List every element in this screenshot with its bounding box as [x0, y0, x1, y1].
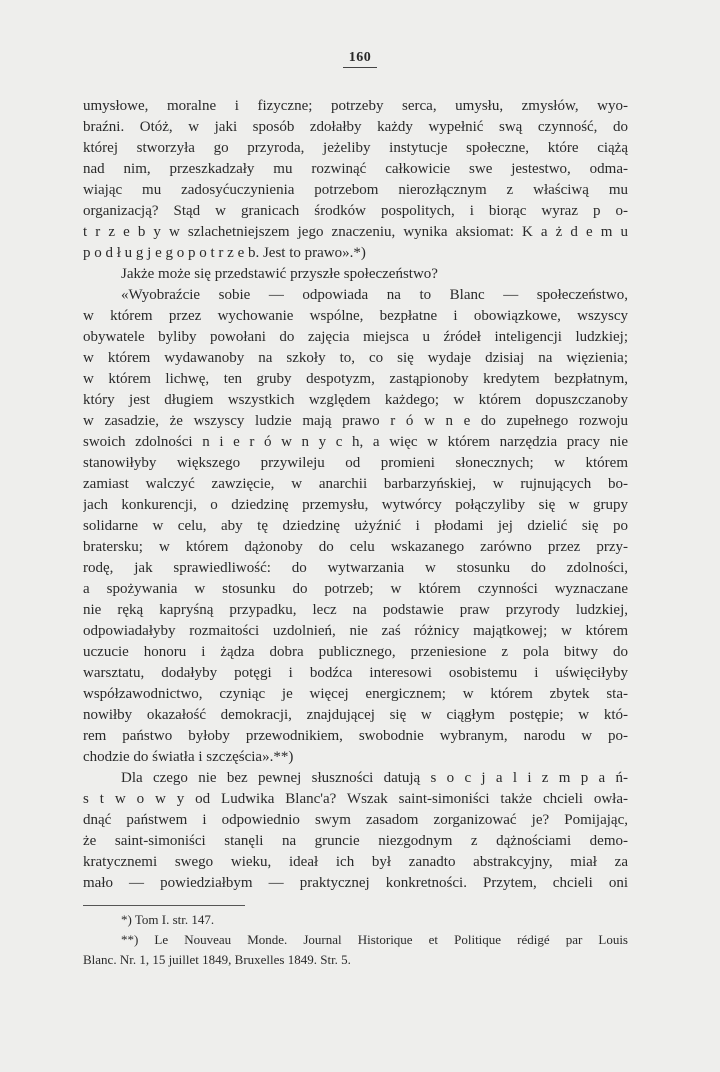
text-line: obywatele byliby powołani do zajęcia miejsca u źródeł inteligencji ludzkiej;	[83, 329, 628, 345]
text-line: który jest długiem wszystkich względem każdego; w którem dopuszczanoby	[83, 392, 628, 408]
text-line: zamiast walczyć zawzięcie, w anarchii barbarzyńskiej, w rujnujących bo-	[83, 476, 628, 492]
text-line: nowiłby okazałość demokracji, znajdującej się w ciągłym postępie; w któ-	[83, 707, 628, 723]
text-line: wiając mu zadosyćuczynienia potrzebom nierozłącznym z właściwą mu	[83, 182, 628, 198]
text-line: nie ręką kapryśną przypadku, lecz na podstawie praw przyrody ludzkiej,	[83, 602, 628, 618]
text-line: w którem wydawanoby na szkoły to, co się wydaje dzisiaj na więzienia;	[83, 350, 628, 366]
text-line: solidarne w celu, aby tę dziedzinę użyźnić i płodami jej dzielić się po	[83, 518, 628, 534]
text-line: że saint-simoniści stanęli na gruncie niezgodnym z dążnościami demo-	[83, 833, 628, 849]
text-line: umysłowe, moralne i fizyczne; potrzeby serca, umysłu, zmysłów, wyo-	[83, 98, 628, 114]
footnotes	[83, 910, 628, 970]
text-line: braźni. Otóż, w jaki sposób zdołałby każdy wypełnić swą czynność, do	[83, 119, 628, 135]
text-line: w którem lichwę, ten gruby despotyzm, zastąpionoby kredytem bezpłatnym,	[83, 371, 628, 387]
text-line: warsztatu, dodałyby potęgi i bodźca interesowi osobistemu i uświęciłyby	[83, 665, 628, 681]
text-line: «Wyobraźcie sobie — odpowiada na to Blanc — społeczeństwo,	[121, 287, 628, 303]
text-line: swoich zdolności n i e r ó w n y c h, a więc w którem narzędzia pracy nie	[83, 434, 628, 450]
text-line: kratycznemi swego wieku, ideał ich był zanadto abstrakcyjny, miał za	[83, 854, 628, 870]
footnote: *) Tom I. str. 147.	[121, 912, 215, 927]
footnote: Blanc. Nr. 1, 15 juillet 1849, Bruxelles 1849. Str. 5.	[83, 952, 351, 967]
body-text	[83, 96, 628, 894]
text-line: organizacją? Stąd w granicach środków pospolitych, i biorąc wyraz p o-	[83, 203, 628, 219]
footnote: **) Le Nouveau Monde. Journal Historique et Politique rédigé par Louis	[121, 932, 628, 947]
text-line: chodzie do światła i szczęścia».**)	[83, 749, 294, 765]
text-line: Dla czego nie bez pewnej słuszności datują s o c j a l i z m p a ń-	[121, 770, 628, 786]
text-line: mało — powiedziałbym — praktycznej konkretności. Przytem, chcieli oni	[83, 875, 628, 891]
footnote-divider	[83, 905, 245, 906]
text-line: dnąć państwem i odpowiednio swym zasadom zorganizować je? Pomijając,	[83, 812, 628, 828]
text-line: p o d ł u g j e g o p o t r z e b. Jest to prawo».*)	[83, 245, 366, 261]
text-line: a spożywania w stosunku do potrzeb; w którem czynności wyznaczane	[83, 581, 628, 597]
text-line: współzawodnictwo, czyniąc je więcej energicznem; w którem zbytek sta-	[83, 686, 628, 702]
text-line: uczucie honoru i żądza dobra publicznego, przeniesione z pola bitwy do	[83, 644, 628, 660]
text-line: s t w o w y od Ludwika Blanc'a? Wszak saint-simoniści także chcieli owła-	[83, 791, 628, 807]
text-line: t r z e b y w szlachetniejszem jego znaczeniu, wynika aksiomat: K a ż d e m u	[83, 224, 628, 240]
page-number: 160	[0, 50, 720, 66]
text-line: rem państwo byłoby przewodnikiem, swobodnie wybranym, narodu w po-	[83, 728, 628, 744]
text-line: rodę, jak sprawiedliwość: do wytwarzania w stosunku do zdolności,	[83, 560, 628, 576]
text-line: bratersku; w którem dążonoby do celu wskazanego zarówno przez przy-	[83, 539, 628, 555]
text-line: której stworzyła go przyroda, jeżeliby instytucje społeczne, które ciążą	[83, 140, 628, 156]
text-line: odpowiadałyby rozmaitości uzdolnień, nie zaś różnicy majątkowej; w którem	[83, 623, 628, 639]
text-line: jach konkurencji, o dziedzinę przemysłu, wytwórcy połączyliby się w grupy	[83, 497, 628, 513]
text-line: w zasadzie, że wszyscy ludzie mają prawo r ó w n e do zupełnego rozwoju	[83, 413, 628, 429]
text-line: Jakże może się przedstawić przyszłe społeczeństwo?	[121, 266, 438, 282]
text-line: stanowiłyby większego przywileju od promieni słonecznych; w którem	[83, 455, 628, 471]
text-line: w którem przez wychowanie wspólne, bezpłatne i obowiązkowe, wszyscy	[83, 308, 628, 324]
text-line: nad nim, przeszkadzały mu rozwinąć całkowicie swe jestestwo, odma-	[83, 161, 628, 177]
